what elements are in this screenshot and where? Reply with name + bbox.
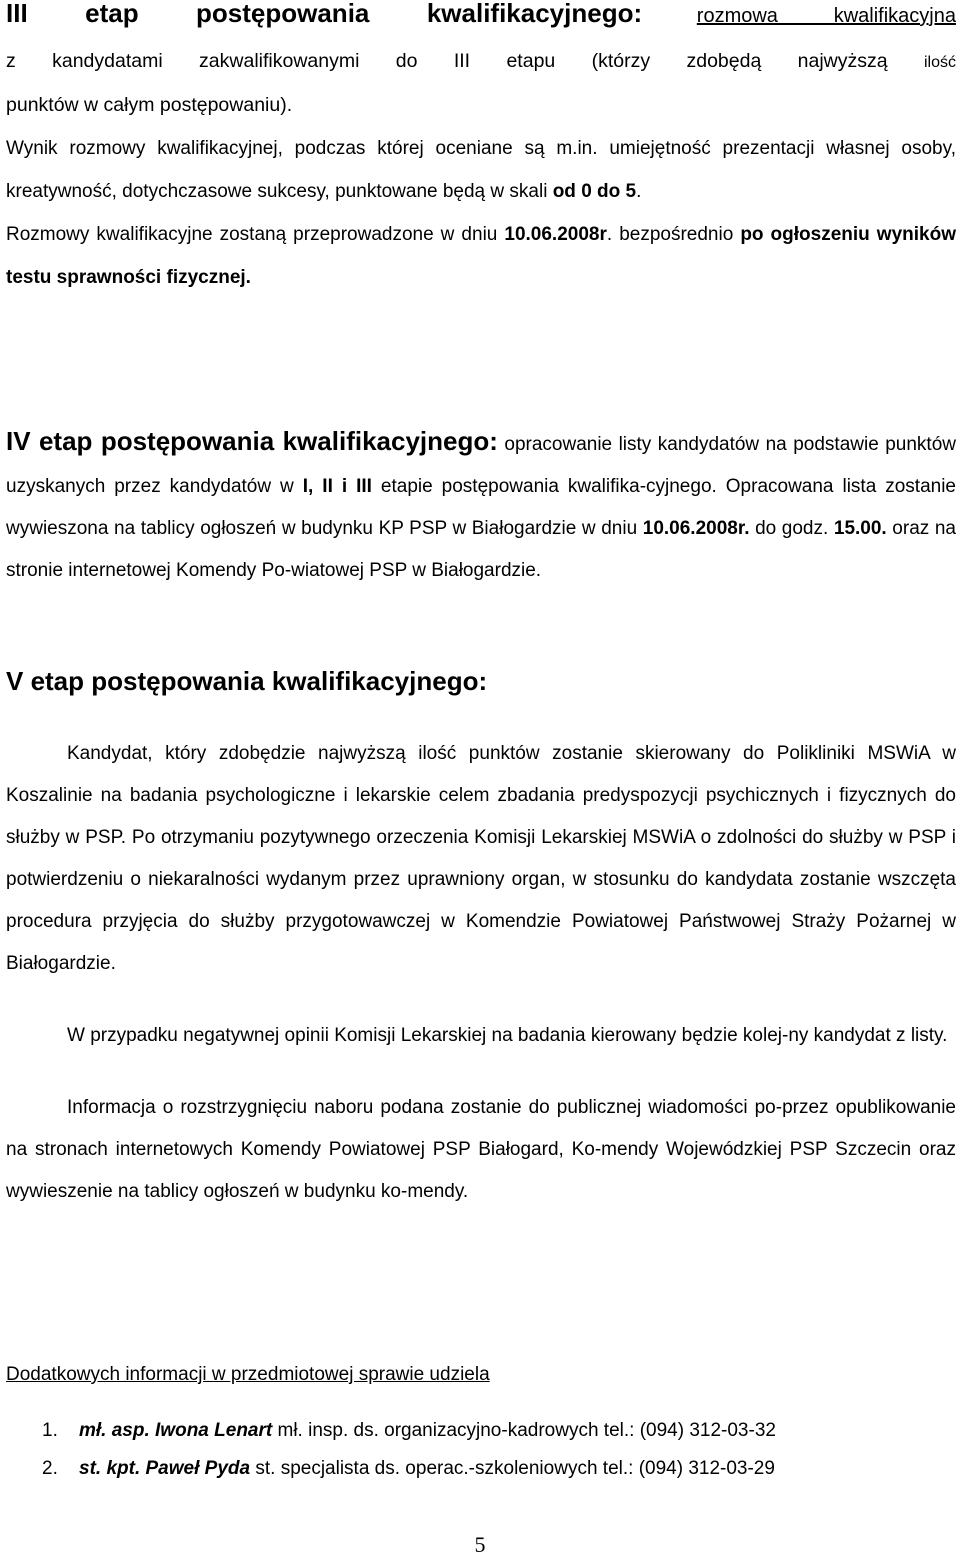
contact-name: st. kpt. Paweł Pyda	[79, 1458, 251, 1479]
stage-5-section	[6, 660, 956, 1213]
stage-5-paragraph-1: Kandydat, który zdobędzie najwyższą ilość punktów zostanie skierowany do Polikliniki MSWiA w Koszalinie na badania psychologiczne i lekarskie celem zbadania predyspozycji psychicznych i fizycznych do służby w PSP. Po otrzymaniu pozytywnego orzeczenia Komisji Lekarskiej MSWiA o zdolności do służby w PSP i potwierdzeniu o niekaralności wydanym przez uprawniony organ, w stosunku do kandydata zostanie wszczęta procedura przyjęcia do służby przygotowawczej w Komendzie Powiatowej Państwowej Straży Pożarnej w Białogardzie.	[6, 743, 956, 974]
stage-3-intro-line3: punktów w całym postępowaniu).	[6, 94, 293, 116]
contacts-list	[6, 1412, 956, 1488]
contact-item	[6, 1450, 956, 1488]
contact-number: 2.	[42, 1458, 58, 1479]
stage-4-heading: IV etap postępowania kwalifikacyjnego:	[6, 426, 498, 456]
stage-5-heading: V etap postępowania kwalifikacyjnego:	[6, 666, 488, 696]
stage-3-intro-underlined: rozmowa kwalifikacyjna	[696, 5, 956, 27]
contacts-heading: Dodatkowych informacji w przedmiotowej sprawie udziela	[6, 1364, 490, 1385]
page-number: 5	[474, 1532, 486, 1557]
stage-5-paragraph-3: Informacja o rozstrzygnięciu naboru podana zostanie do publicznej wiadomości po-przez opublikowanie na stronach internetowych Komendy Powiatowej PSP Białogard, Ko-mendy Wojewódzkiej PSP Szczecin oraz wywieszenie na tablicy ogłoszeń w budynku ko-mendy.	[6, 1097, 956, 1202]
contact-name: mł. asp. Iwona Lenart	[79, 1420, 273, 1441]
stage-3-interviews-paragraph: Rozmowy kwalifikacyjne zostaną przeprowadzone w dniu 10.06.2008r. bezpośrednio po ogłoszeniu wyników testu sprawności fizycznej.	[6, 224, 956, 288]
contact-details: st. specjalista ds. operac.-szkoleniowych tel.: (094) 312-03-29	[250, 1458, 775, 1479]
stage-3-first-line	[6, 0, 956, 34]
stage-3-section	[6, 0, 956, 299]
stage-4-paragraph: IV etap postępowania kwalifikacyjnego: opracowanie listy kandydatów na podstawie punktów uzyskanych przez kandydatów w I, II i III etapie postępowania kwalifika-cyjnego. Opracowana lista zostanie wywieszona na tablicy ogłoszeń w budynku KP PSP w Białogardzie w dniu 10.06.2008r. do godz. 15.00. oraz na stronie internetowej Komendy Po-wiatowej PSP w Białogardzie.	[6, 426, 957, 581]
contact-item	[6, 1412, 956, 1450]
stage-3-result-paragraph: Wynik rozmowy kwalifikacyjnej, podczas której oceniane są m.in. umiejętność prezentacji własnej osoby, kreatywność, dotychczasowe sukcesy, punktowane będą w skali od 0 do 5.	[6, 138, 956, 202]
stage-3-intro-line2: z kandydatami zakwalifikowanymi do III etapu (którzy zdobędą najwyższą ilość	[6, 50, 957, 72]
contacts-section	[6, 1360, 956, 1488]
stage-4-section	[6, 420, 956, 592]
contact-details: mł. insp. ds. organizacyjno-kadrowych tel.: (094) 312-03-32	[272, 1420, 776, 1441]
stage-3-heading: III etap postępowania kwalifikacyjnego:	[6, 0, 643, 28]
contact-number: 1.	[42, 1420, 58, 1441]
stage-5-paragraph-2: W przypadku negatywnej opinii Komisji Lekarskiej na badania kierowany będzie kolej-ny kandydat z listy.	[67, 1025, 948, 1046]
